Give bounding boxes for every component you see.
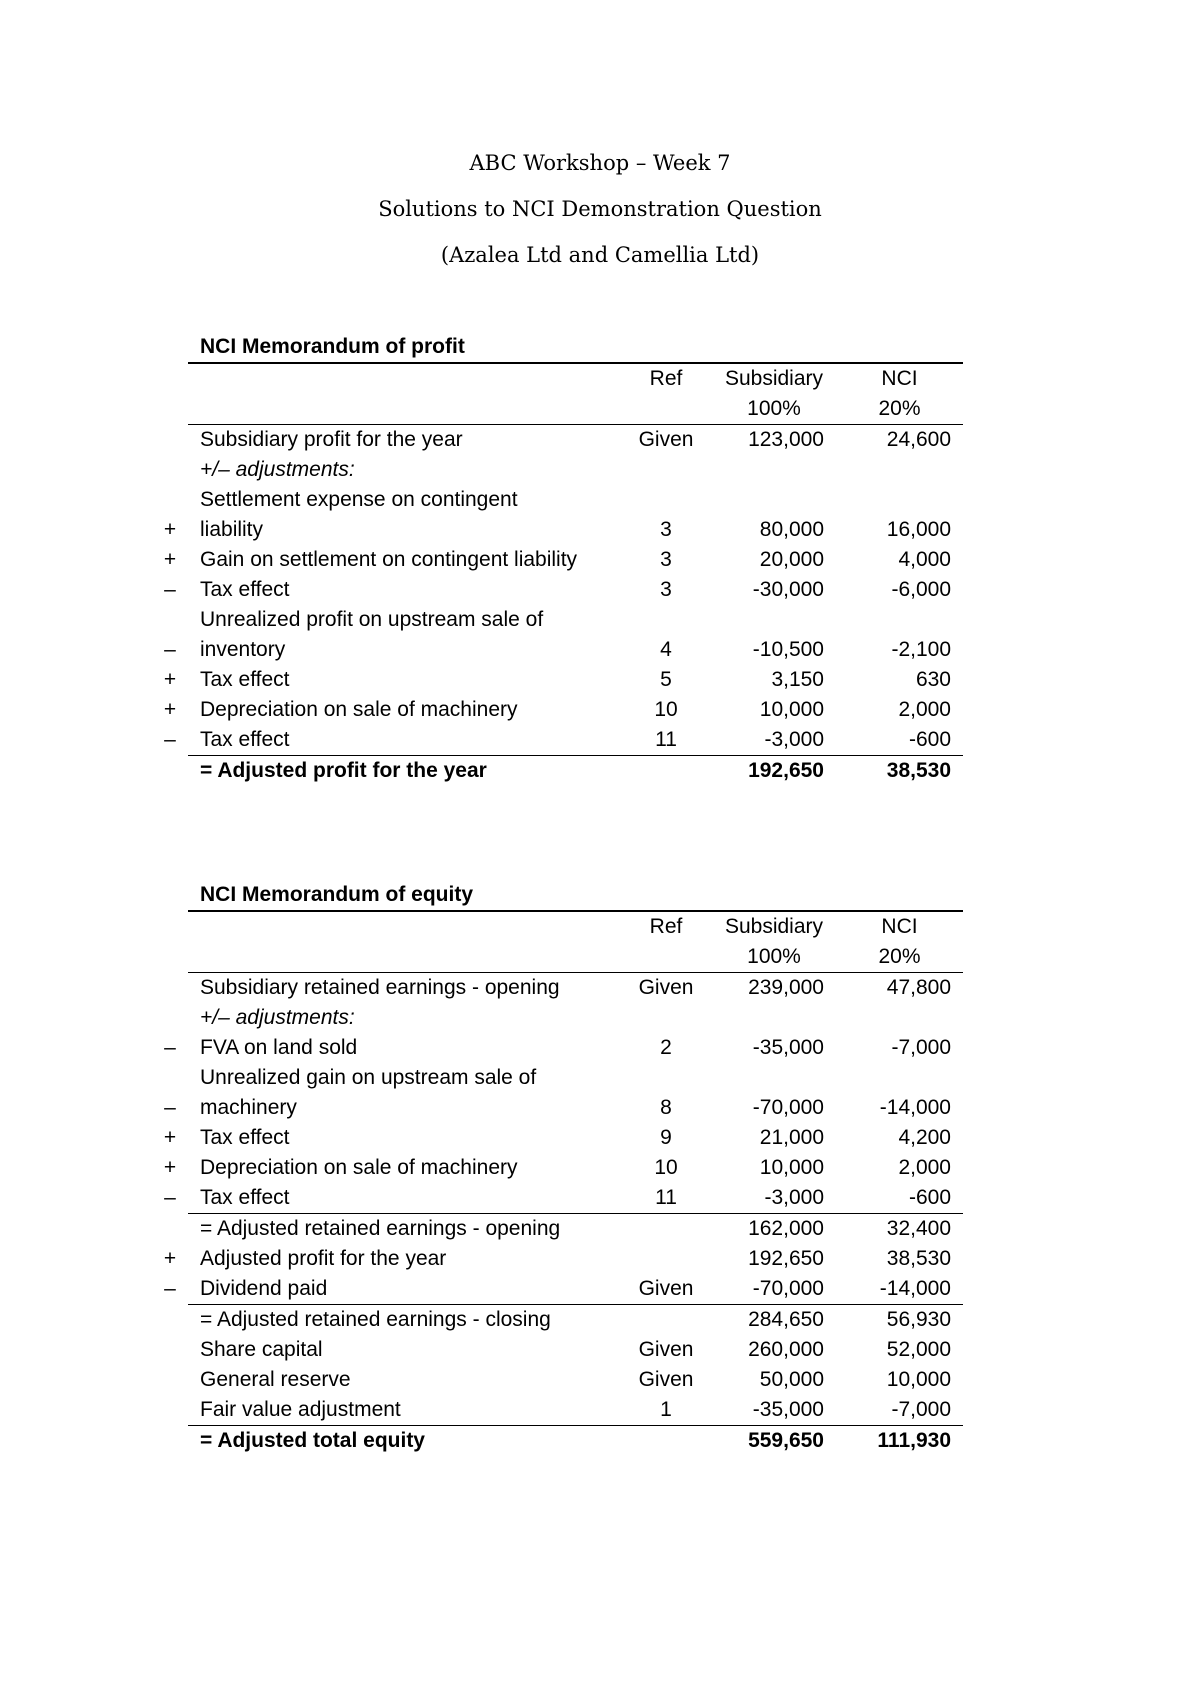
profit-memo-title: NCI Memorandum of profit [200,335,465,358]
row-sign: – [164,1277,176,1300]
column-header-nci-pct: 20% [878,397,921,420]
document-companies: (Azalea Ltd and Camellia Ltd) [440,243,760,267]
row-description-text: Share capital [200,1338,323,1361]
row-subsidiary-value: 239,000 [712,973,836,1004]
row-nci-value: -600 [908,728,951,751]
row-nci-value: 56,930 [836,1305,963,1336]
row-nci-value: 4,000 [898,548,951,571]
row-description-text: General reserve [200,1368,351,1391]
row-description [164,1033,620,1063]
row-description [163,695,620,725]
row-ref [620,455,712,485]
row-ref [620,485,712,515]
row-description-text: inventory [200,638,286,661]
row-description-text: Adjusted profit for the year [200,1247,447,1270]
row-subsidiary-value: -35,000 [752,1036,824,1059]
row-description-text: = Adjusted total equity [200,1429,425,1452]
row-description [188,605,620,635]
row-description-text: Tax effect [200,1126,290,1149]
row-sign: – [164,1036,176,1059]
row-ref: 3 [660,578,672,601]
row-ref: 5 [660,668,672,691]
row-nci-value: 47,800 [836,973,963,1004]
table-header-row [188,394,963,425]
row-subsidiary-value: 20,000 [759,548,824,571]
row-sign: – [164,728,176,751]
column-header-subsidiary-pct: 100% [747,397,801,420]
row-description-text: Gain on settlement on contingent liability [200,548,578,571]
row-description [164,1183,620,1214]
row-ref [620,756,712,787]
row-description [188,485,620,515]
table-row [188,1365,963,1395]
row-ref: 9 [660,1126,672,1149]
table-row [188,515,963,545]
row-subsidiary-value: 80,000 [759,518,824,541]
table-row [188,695,963,725]
table-row [188,1214,963,1245]
row-nci-value [836,455,963,485]
row-ref [620,1305,712,1336]
row-nci-value: -7,000 [891,1036,951,1059]
row-description [188,1214,620,1245]
row-nci-value: 24,600 [836,425,963,456]
row-subsidiary-value: -70,000 [752,1277,824,1300]
column-header-nci: NCI [836,363,963,394]
table-row [188,1305,963,1336]
row-subsidiary-value: 559,650 [712,1426,836,1457]
row-description [188,455,620,485]
table-row [188,485,963,515]
table-row [188,425,963,456]
table-row [188,1033,963,1063]
table-row [188,1003,963,1033]
table-row [188,545,963,575]
row-description-text: Tax effect [200,1186,290,1209]
row-description [164,635,620,665]
row-subsidiary-value: -3,000 [764,1186,824,1209]
row-sign: + [163,1156,177,1179]
row-ref: 3 [660,548,672,571]
row-ref: 3 [660,518,672,541]
row-description [188,1305,620,1336]
row-sign: + [163,1247,177,1270]
table-row [188,973,963,1004]
column-header-subsidiary-pct: 100% [747,945,801,968]
document-title: ABC Workshop – Week 7 [469,151,731,175]
column-header-nci: NCI [836,911,963,942]
table-header-row [188,942,963,973]
table-row [188,575,963,605]
row-description [188,1365,620,1395]
row-nci-value: -6,000 [891,578,951,601]
row-nci-value: 4,200 [898,1126,951,1149]
document-header [0,140,1200,278]
row-nci-value [836,1003,963,1033]
row-ref: 4 [660,638,672,661]
table-row [188,1123,963,1153]
row-description [164,725,620,756]
table-row [188,725,963,756]
row-ref: 1 [660,1398,672,1421]
row-sign: + [163,668,177,691]
row-subsidiary-value: 10,000 [759,698,824,721]
row-ref: Given [620,973,712,1004]
row-description [188,1395,620,1426]
table-row [188,1244,963,1274]
row-nci-value: -14,000 [879,1096,951,1119]
row-description-text: Tax effect [200,668,290,691]
row-sign: – [164,1186,176,1209]
column-header-subsidiary: Subsidiary [712,911,836,942]
row-description [188,1003,620,1033]
row-nci-value [836,485,963,515]
table-header-row [188,363,963,394]
row-description-text: Tax effect [200,578,290,601]
row-description [163,515,620,545]
row-nci-value: 32,400 [836,1214,963,1245]
row-nci-value: -7,000 [891,1398,951,1421]
row-nci-value: 52,000 [886,1338,951,1361]
table-row [188,1183,963,1214]
row-subsidiary-value: 192,650 [712,756,836,787]
table-row [188,455,963,485]
row-description-text: machinery [200,1096,297,1119]
row-description-text: +/– adjustments: [200,458,355,481]
profit-memorandum [163,332,963,786]
row-description [188,1063,620,1093]
row-description-text: Subsidiary profit for the year [200,428,463,451]
row-nci-value: -2,100 [891,638,951,661]
row-description [163,1123,620,1153]
row-nci-value: 2,000 [898,1156,951,1179]
row-ref: 11 [655,1186,677,1209]
row-description [164,575,620,605]
row-ref [620,1063,712,1093]
row-ref: Given [638,1277,694,1300]
row-sign: + [163,518,177,541]
row-description-text: +/– adjustments: [200,1006,355,1029]
row-subsidiary-value: 10,000 [759,1156,824,1179]
equity-memo-title: NCI Memorandum of equity [200,883,474,906]
table-row [188,635,963,665]
row-ref: 10 [654,698,678,721]
row-subsidiary-value [712,455,836,485]
row-description-text: Fair value adjustment [200,1398,401,1421]
equity-memorandum [163,880,963,1456]
row-subsidiary-value: -35,000 [752,1398,824,1421]
profit-memo-table [163,362,963,786]
row-ref: 2 [660,1036,672,1059]
row-description-text: = Adjusted profit for the year [200,759,487,782]
column-header-ref: Ref [620,911,712,942]
table-header-row [188,911,963,942]
row-ref: Given [620,425,712,456]
row-nci-value: -14,000 [879,1277,951,1300]
row-ref: Given [638,1368,694,1391]
row-description-text: Unrealized gain on upstream sale of [200,1066,537,1089]
row-subsidiary-value: 284,650 [712,1305,836,1336]
row-subsidiary-value [712,605,836,635]
row-description [164,1274,620,1305]
row-subsidiary-value: 50,000 [759,1368,824,1391]
table-row [188,665,963,695]
row-ref [620,1244,712,1274]
row-description-text: Tax effect [200,728,290,751]
row-nci-value: 630 [915,668,951,691]
row-ref: Given [638,1338,694,1361]
row-subsidiary-value: 260,000 [748,1338,824,1361]
row-subsidiary-value [712,1003,836,1033]
row-description [164,1093,620,1123]
row-sign: – [164,1096,176,1119]
row-ref: 11 [655,728,677,751]
row-description [188,1426,620,1457]
row-subsidiary-value: 162,000 [712,1214,836,1245]
row-subsidiary-value [712,485,836,515]
column-header-ref: Ref [620,363,712,394]
row-description-text: Depreciation on sale of machinery [200,698,518,721]
table-row [188,1153,963,1183]
table-row [188,756,963,787]
row-description-text: = Adjusted retained earnings - opening [200,1217,561,1240]
row-subsidiary-value: -10,500 [752,638,824,661]
row-description-text: Dividend paid [200,1277,328,1300]
row-description-text: Unrealized profit on upstream sale of [200,608,544,631]
row-description-text: = Adjusted retained earnings - closing [200,1308,551,1331]
table-row [188,1274,963,1305]
row-sign: + [163,548,177,571]
row-sign: – [164,638,176,661]
row-description-text: Subsidiary retained earnings - opening [200,976,560,999]
table-row [188,605,963,635]
column-header-subsidiary: Subsidiary [712,363,836,394]
row-ref: 8 [660,1096,672,1119]
row-nci-value: 10,000 [886,1368,951,1391]
row-nci-value: 111,930 [836,1426,963,1457]
equity-memo-table [163,910,963,1456]
row-nci-value: 38,530 [886,1247,951,1270]
row-description [188,425,620,456]
row-description [163,1153,620,1183]
table-row [188,1426,963,1457]
row-description [163,665,620,695]
table-row [188,1093,963,1123]
row-nci-value: 38,530 [836,756,963,787]
row-subsidiary-value: -70,000 [752,1096,824,1119]
row-ref [620,605,712,635]
row-description [163,545,620,575]
row-description-text: FVA on land sold [200,1036,358,1059]
row-nci-value [836,605,963,635]
row-sign: + [163,1126,177,1149]
row-nci-value: -600 [908,1186,951,1209]
row-description [163,1244,620,1274]
row-ref [620,1214,712,1245]
column-header-nci-pct: 20% [878,945,921,968]
row-description [188,756,620,787]
row-nci-value [836,1063,963,1093]
row-description-text: Depreciation on sale of machinery [200,1156,518,1179]
row-ref [620,1003,712,1033]
row-description-text: Settlement expense on contingent [200,488,518,511]
row-subsidiary-value: 3,150 [771,668,824,691]
row-subsidiary-value: -3,000 [764,728,824,751]
row-description [188,973,620,1004]
row-subsidiary-value: 192,650 [748,1247,824,1270]
row-nci-value: 2,000 [898,698,951,721]
document-subtitle: Solutions to NCI Demonstration Question [378,197,822,221]
table-row [188,1395,963,1426]
table-row [188,1063,963,1093]
row-subsidiary-value: 123,000 [712,425,836,456]
table-row [188,1335,963,1365]
row-subsidiary-value: -30,000 [752,578,824,601]
row-nci-value: 16,000 [886,518,951,541]
row-ref: 10 [654,1156,678,1179]
row-subsidiary-value [712,1063,836,1093]
row-description-text: liability [200,518,264,541]
row-subsidiary-value: 21,000 [759,1126,824,1149]
row-description [188,1335,620,1365]
row-sign: – [164,578,176,601]
row-ref [620,1426,712,1457]
row-sign: + [163,698,177,721]
